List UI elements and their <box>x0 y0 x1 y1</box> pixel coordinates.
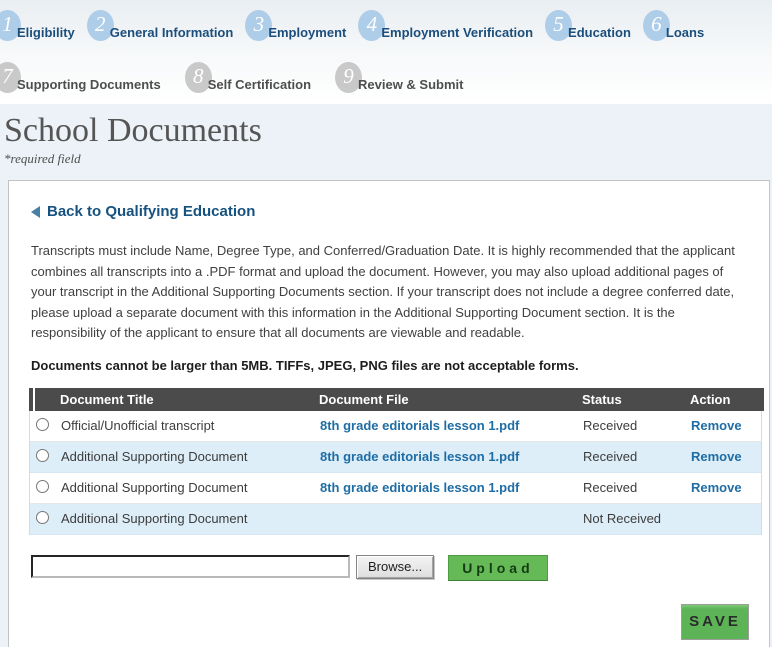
save-button[interactable]: SAVE <box>681 604 749 640</box>
header-document-title: Document Title <box>60 391 154 407</box>
step-label: Loans <box>665 25 705 40</box>
step-label: Review & Submit <box>358 77 464 92</box>
document-action-cell <box>691 418 763 433</box>
document-file-cell <box>320 449 583 464</box>
step-number-badge: 5 <box>545 10 572 41</box>
wizard-step[interactable] <box>245 10 346 41</box>
step-number-badge: 1 <box>0 10 21 41</box>
wizard-step[interactable] <box>335 62 463 93</box>
wizard-step[interactable] <box>545 10 631 41</box>
documents-table-body <box>30 411 761 535</box>
header-status: Status <box>582 391 622 407</box>
document-file-link[interactable]: 8th grade editorials lesson 1.pdf <box>320 418 520 433</box>
documents-table-header <box>29 388 764 411</box>
document-action-cell <box>691 480 763 495</box>
wizard-step[interactable] <box>0 62 161 93</box>
content-panel <box>8 180 770 647</box>
document-title-cell: Additional Supporting Document <box>61 449 248 464</box>
upload-controls <box>31 555 753 583</box>
back-to-qualifying-education-link[interactable] <box>31 203 255 220</box>
document-select-radio[interactable] <box>36 418 49 431</box>
remove-link[interactable]: Remove <box>691 418 742 433</box>
step-number-badge: 6 <box>643 10 670 41</box>
step-label: Employment Verification <box>381 25 534 40</box>
upload-button[interactable]: Upload <box>448 555 547 581</box>
document-status-cell: Received <box>583 418 638 433</box>
step-label: Self Certification <box>207 77 312 92</box>
document-table-row <box>30 504 761 535</box>
row-radio-cell <box>36 511 55 527</box>
step-label: Employment <box>268 25 347 40</box>
wizard-step[interactable] <box>0 10 75 41</box>
file-path-input[interactable] <box>31 555 350 578</box>
step-number-badge: 3 <box>245 10 272 41</box>
document-status-cell: Received <box>583 449 638 464</box>
step-label: Supporting Documents <box>17 77 161 92</box>
document-table-row <box>30 473 761 504</box>
file-size-restriction-note: Documents cannot be larger than 5MB. TIFFs, JPEG, PNG files are not acceptable forms. <box>31 357 579 373</box>
remove-link[interactable]: Remove <box>691 449 742 464</box>
row-radio-cell <box>36 480 55 496</box>
step-number-badge: 9 <box>335 62 362 93</box>
wizard-step[interactable] <box>643 10 704 41</box>
documents-table <box>29 388 762 535</box>
wizard-step[interactable] <box>185 62 311 93</box>
document-select-radio[interactable] <box>36 449 49 462</box>
document-status-cell: Not Received <box>583 511 662 526</box>
document-title-cell: Additional Supporting Document <box>61 511 248 526</box>
title-band <box>0 104 772 180</box>
wizard-nav <box>0 0 772 104</box>
document-select-radio[interactable] <box>36 480 49 493</box>
browse-button[interactable]: Browse... <box>356 555 434 579</box>
document-title-cell: Official/Unofficial transcript <box>61 418 215 433</box>
document-select-radio[interactable] <box>36 511 49 524</box>
row-radio-cell <box>36 418 55 434</box>
wizard-step[interactable] <box>358 10 533 41</box>
remove-link[interactable]: Remove <box>691 480 742 495</box>
document-action-cell <box>691 449 763 464</box>
document-file-link[interactable]: 8th grade editorials lesson 1.pdf <box>320 449 520 464</box>
step-number-badge: 2 <box>87 10 114 41</box>
document-title-cell: Additional Supporting Document <box>61 480 248 495</box>
step-number-badge: 7 <box>0 62 21 93</box>
step-number-badge: 4 <box>358 10 385 41</box>
back-arrow-icon <box>31 206 40 218</box>
back-link-label: Back to Qualifying Education <box>47 203 256 220</box>
document-file-link[interactable]: 8th grade editorials lesson 1.pdf <box>320 480 520 495</box>
wizard-row-2 <box>0 57 772 93</box>
step-label: Education <box>568 25 631 40</box>
step-label: Eligibility <box>17 25 75 40</box>
row-radio-cell <box>36 449 55 465</box>
page-title: School Documents <box>4 112 262 149</box>
document-file-cell <box>320 418 583 433</box>
save-row <box>21 604 749 640</box>
document-file-cell <box>320 480 583 495</box>
wizard-step[interactable] <box>87 10 234 41</box>
step-number-badge: 8 <box>185 62 212 93</box>
header-document-file: Document File <box>319 391 409 407</box>
document-table-row <box>30 411 761 442</box>
step-label: General Information <box>109 25 234 40</box>
wizard-row-1 <box>0 5 772 41</box>
transcript-instructions: Transcripts must include Name, Degree Type, and Conferred/Graduation Date. It is highly recommended that the applicant combines all transcripts into a .PDF format and upload the document. However, you may also upload additional pages of your transcript in the Additional Supporting Documents section. If your transcript does not include a degree conferred date, please upload a separate document with this information in the Additional Supporting Document section. It is the responsibility of the applicant to ensure that all documents are viewable and readable. <box>31 243 735 340</box>
document-status-cell: Received <box>583 480 638 495</box>
required-field-note: *required field <box>4 151 81 166</box>
document-table-row <box>30 442 761 473</box>
header-action: Action <box>690 391 731 407</box>
